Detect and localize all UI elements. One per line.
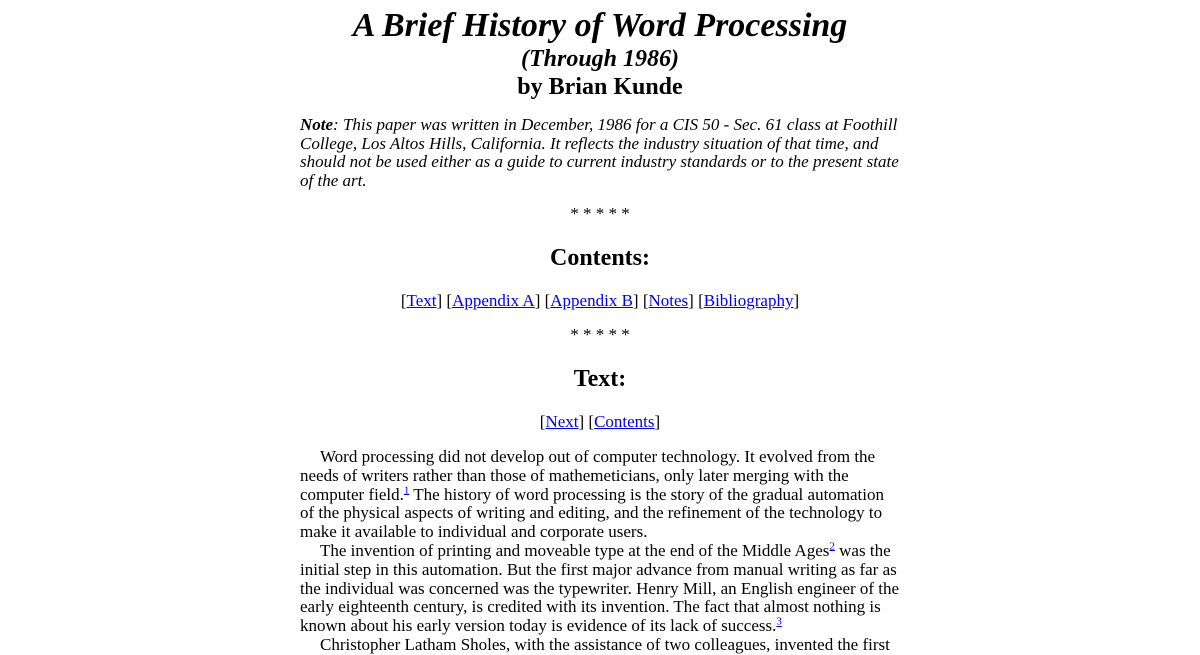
note-text: : This paper was written in December, 1986 for a CIS 50 - Sec. 61 class at Foothill College, Los Altos Hills, California. It reflects the industry situation of that time, and should not be used either as a guide to current industry standards or to the present state of the art. bbox=[300, 115, 899, 190]
link-contents[interactable]: Contents bbox=[594, 412, 655, 431]
contents-nav: [Text] [Appendix A] [Appendix B] [Notes] [Bibliography] bbox=[400, 291, 800, 310]
paragraph-text: was the initial step in this automation. But the first major advance from manual writing as far as the individual was concerned was the typewriter. Henry Mill, an English engineer of the early eighteenth century, is credited with its invention. The fact that almost nothing is known about his early version today is evidence of its lack of success. bbox=[300, 540, 900, 636]
separator: * * * * * bbox=[570, 204, 630, 223]
page-subtitle: (Through 1986) bbox=[520, 46, 680, 72]
link-appendix-a[interactable]: Appendix A bbox=[452, 291, 535, 310]
document-page bbox=[300, 0, 900, 655]
footnote-link-2[interactable]: 2 bbox=[829, 540, 835, 553]
link-next[interactable]: Next bbox=[545, 412, 579, 431]
separator-2: * * * * * bbox=[570, 325, 630, 344]
note-label: Note bbox=[300, 115, 334, 134]
footnote-link-1[interactable]: 1 bbox=[403, 483, 410, 496]
text-nav: [Next] [Contents] bbox=[539, 412, 661, 431]
note-paragraph bbox=[300, 116, 900, 190]
paragraph-text: Christopher Latham Sholes, with the assistance of two colleagues, invented the first bbox=[320, 634, 890, 654]
body-text bbox=[300, 448, 900, 655]
link-appendix-b[interactable]: Appendix B bbox=[550, 291, 633, 310]
link-text[interactable]: Text bbox=[406, 291, 437, 310]
link-bibliography[interactable]: Bibliography bbox=[703, 291, 794, 310]
paragraph-text: Word processing did not develop out of computer technology. It evolved from the needs of writers rather than those of mathemeticians, only later merging with the computer field. bbox=[300, 447, 876, 504]
text-heading: Text: bbox=[573, 366, 627, 392]
paragraph-2 bbox=[300, 542, 900, 636]
paragraph-text: The history of word processing is the story of the gradual automation of the physical aspects of writing and editing, and the refinement of the technology to make it available to individual and corporate users. bbox=[300, 484, 885, 542]
link-notes[interactable]: Notes bbox=[648, 291, 689, 310]
author-byline: by Brian Kunde bbox=[517, 74, 683, 100]
paragraph-1 bbox=[300, 448, 900, 542]
contents-heading: Contents: bbox=[550, 245, 650, 271]
paragraph-3 bbox=[300, 636, 900, 655]
footnote-link-3[interactable]: 3 bbox=[776, 615, 782, 628]
page-title: A Brief History of Word Processing bbox=[352, 7, 848, 44]
paragraph-text: The invention of printing and moveable type at the end of the Middle Ages bbox=[320, 540, 830, 560]
